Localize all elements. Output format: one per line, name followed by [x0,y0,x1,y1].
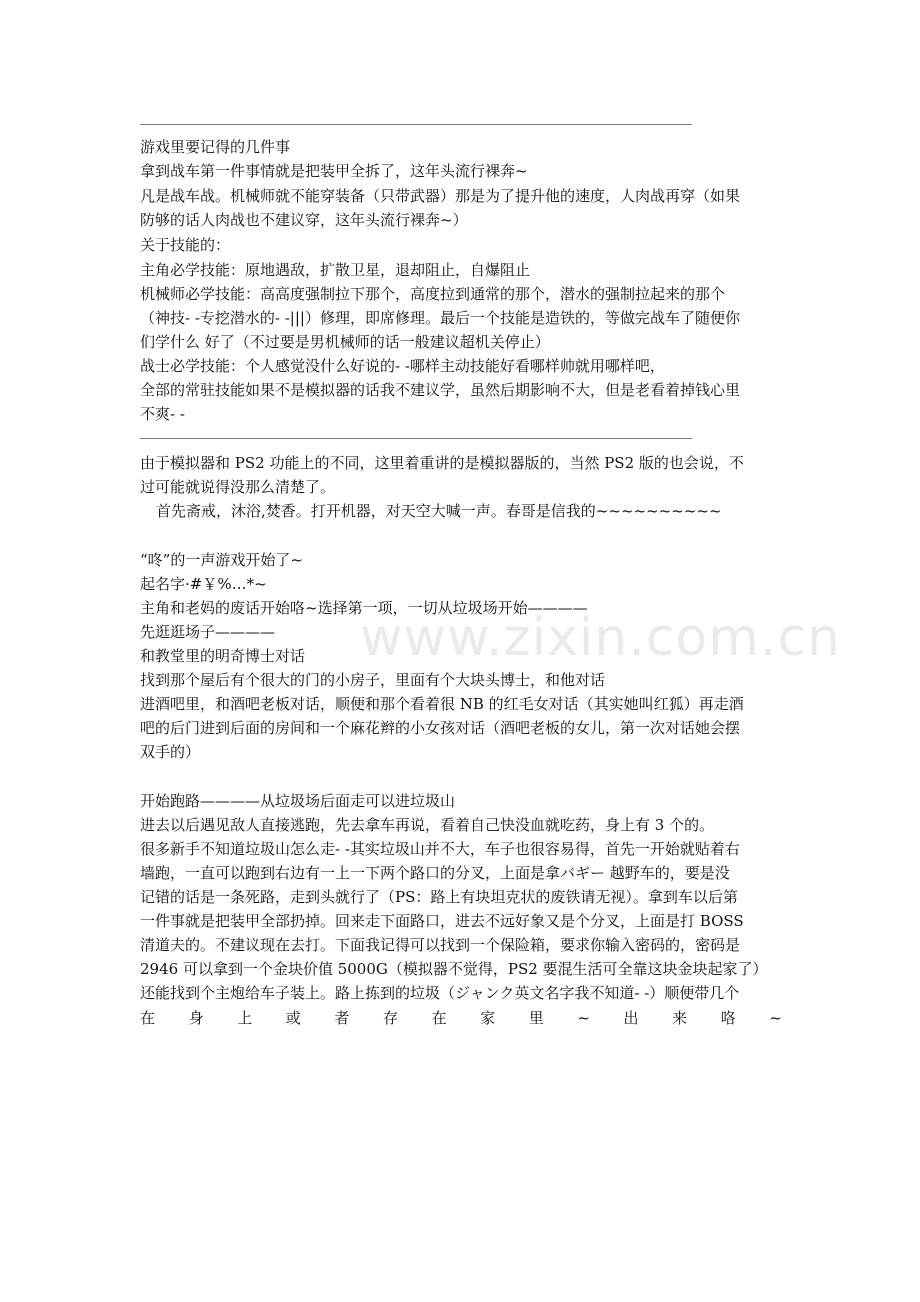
text-line: 开始跑路————从垃圾场后面走可以进垃圾山 [140,792,456,810]
spread-text-line [140,1006,782,1030]
text-line: 清道夫的。不建议现在去打。下面我记得可以找到一个保险箱，要求你输入密码的，密码是 [140,936,741,954]
divider-middle [140,438,692,439]
text-line: 很多新手不知道垃圾山怎么走- -其实垃圾山并不大，车子也很容易得，首先一开始就贴着右 [140,840,740,858]
text-line: “咚”的一声游戏开始了~ [140,551,303,569]
text-line: （神技- -专挖潜水的- -|||）修理，即席修理。最后一个技能是造铁的，等做完战车了随便你 [140,309,740,327]
section-title: 游戏里要记得的几件事 [140,138,291,156]
text-line: 们学什么 好了（不过要是男机械师的话一般建议超机关停止） [140,333,550,351]
text-line: 凡是战车战。机械师就不能穿装备（只带武器）那是为了提升他的速度，人肉战再穿（如果 [140,187,741,205]
divider-top [140,124,692,125]
text-line: 关于技能的： [140,236,231,254]
spread-char: 者 [334,1009,350,1027]
spread-char: 上 [237,1009,253,1027]
text-line: 全部的常驻技能如果不是模拟器的话我不建议学，虽然后期影响不大，但是老看着掉钱心里 [140,381,741,399]
text-line: 不爽- - [140,405,185,423]
text-line: 拿到战车第一件事情就是把装甲全拆了，这年头流行裸奔~ [140,162,528,180]
text-line: 一件事就是把装甲全部扔掉。回来走下面路口，进去不远好象又是个分叉，上面是打 BOSS [140,912,744,930]
text-line: 首先斋戒，沐浴,焚香。打开机器，对天空大喊一声。春哥是信我的~~~~~~~~~~ [156,502,722,520]
text-line: 2946 可以拿到一个金块价值 5000G（模拟器不觉得，PS2 要混生活可全靠这块金块起家了） [140,960,768,978]
text-line: 找到那个屋后有个很大的门的小房子，里面有个大块头博士，和他对话 [140,671,606,689]
spread-char: 在 [140,1009,156,1027]
text-line: 机械师必学技能：高高度强制拉下那个，高度拉到通常的那个，潜水的强制拉起来的那个 [140,285,726,303]
spread-char: 存 [382,1009,398,1027]
spread-char: 身 [188,1009,204,1027]
spread-char: ~ [577,1009,590,1027]
text-line: 由于模拟器和 PS2 功能上的不同，这里着重讲的是模拟器版的，当然 PS2 版的也会说，不 [140,454,744,472]
watermark: www.zixin.com.cn [360,608,841,668]
text-line: 主角和老妈的废话开始咯~选择第一项，一切从垃圾场开始———— [140,599,588,617]
text-line: 还能找到个主炮给车子装上。路上拣到的垃圾（ジャンク英文名字我不知道- -）顺便带几个 [140,984,740,1002]
text-line: 起名字·#￥%…*~ [140,575,267,593]
spread-char: 家 [480,1009,496,1027]
text-line: 墙跑，一直可以跑到右边有一上一下两个路口的分叉，上面是拿バギー 越野车的，要是没 [140,864,730,882]
text-line: 主角必学技能：原地遇敌，扩散卫星，退却阻止，自爆阻止 [140,261,531,279]
text-line: 进去以后遇见敌人直接逃跑，先去拿车再说，看着自己快没血就吃药，身上有 3 个的。 [140,816,715,834]
text-line: 吧的后门进到后面的房间和一个麻花辫的小女孩对话（酒吧老板的女儿，第一次对话她会摆 [140,719,741,737]
spread-char: 咯 [720,1009,736,1027]
text-line: 先逛逛场子———— [140,623,276,641]
text-line: 记错的话是一条死路，走到头就行了（PS：路上有块坦克状的废铁请无视）。拿到车以后第 [140,888,738,906]
text-line: 和教堂里的明奇博士对话 [140,647,306,665]
spread-char: 在 [431,1009,447,1027]
spread-char: 来 [672,1009,688,1027]
text-line: 防够的话人肉战也不建议穿，这年头流行裸奔~） [140,211,468,229]
text-line: 战士必学技能：个人感觉没什么好说的- -哪样主动技能好看哪样帅就用哪样吧， [140,357,665,375]
text-line: 双手的） [140,743,201,761]
spread-char: 出 [623,1009,639,1027]
spread-char: 里 [528,1009,544,1027]
spread-char: ~ [769,1009,782,1027]
spread-char: 或 [285,1009,301,1027]
text-line: 过可能就说得没那么清楚了。 [140,478,336,496]
text-line: 进酒吧里，和酒吧老板对话，顺便和那个看着很 NB 的红毛女对话（其实她叫红狐）再走酒 [140,695,744,713]
